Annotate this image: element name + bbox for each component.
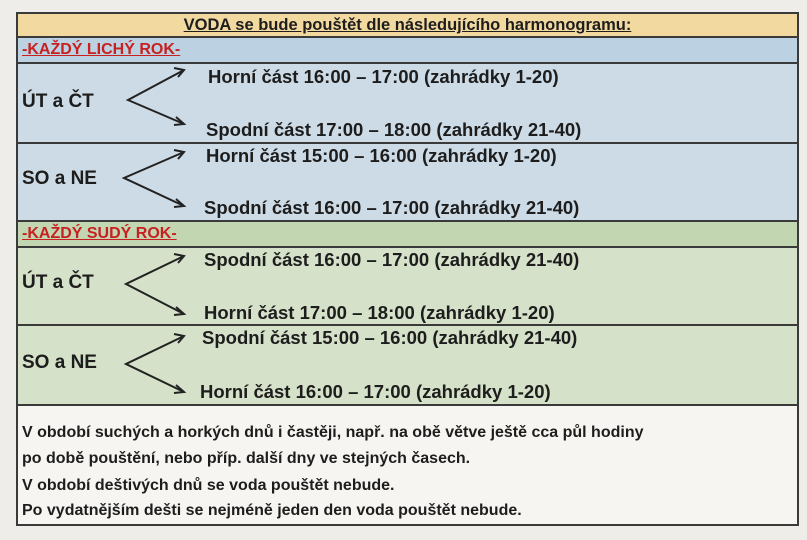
time-slot-bottom: Horní část 16:00 – 17:00 (zahrádky 1-20): [200, 381, 551, 402]
time-slot-top: Horní část 16:00 – 17:00 (zahrádky 1-20): [208, 66, 559, 87]
odd-year-header-text: -KAŽDÝ LICHÝ ROK-: [22, 41, 181, 58]
branch-arrow-icon: [118, 326, 208, 406]
even-year-header: [18, 222, 797, 248]
branch-arrow-icon: [118, 248, 208, 326]
schedule-table: [16, 12, 799, 526]
time-slot-top: Spodní část 16:00 – 17:00 (zahrádky 21-40): [204, 249, 580, 270]
time-slot-bottom: Spodní část 16:00 – 17:00 (zahrádky 21-40): [204, 197, 580, 218]
odd-row-weekend: [18, 144, 797, 222]
schedule-title-text: VODA se bude pouštět dle následujícího harmonogramu:: [183, 16, 632, 34]
time-slot-top: Horní část 15:00 – 16:00 (zahrádky 1-20): [206, 145, 557, 166]
branch-arrow-icon: [118, 64, 208, 144]
time-slot-bottom: Horní část 17:00 – 18:00 (zahrádky 1-20): [204, 302, 555, 323]
odd-row-weekday: [18, 64, 797, 144]
even-year-header-text: -KAŽDÝ SUDÝ ROK-: [22, 225, 177, 242]
schedule-title: [18, 14, 797, 38]
notes-block: [18, 406, 797, 526]
branch-arrow-icon: [118, 144, 208, 222]
day-label: SO a NE: [22, 352, 97, 373]
odd-year-header: [18, 38, 797, 64]
note-line: Po vydatnějším dešti se nejméně jeden den voda pouštět nebude.: [22, 502, 522, 519]
note-line: po době pouštění, nebo příp. další dny ve stejných časech.: [22, 450, 471, 467]
day-label: ÚT a ČT: [22, 272, 94, 293]
time-slot-bottom: Spodní část 17:00 – 18:00 (zahrádky 21-40): [206, 119, 582, 140]
day-label: ÚT a ČT: [22, 91, 94, 112]
note-line: V období deštivých dnů se voda pouštět nebude.: [22, 477, 395, 494]
even-row-weekend: [18, 326, 797, 406]
day-label: SO a NE: [22, 168, 97, 189]
even-row-weekday: [18, 248, 797, 326]
note-line: V období suchých a horkých dnů i častěji, např. na obě větve ještě cca půl hodiny: [22, 424, 644, 441]
time-slot-top: Spodní část 15:00 – 16:00 (zahrádky 21-40): [202, 327, 578, 348]
